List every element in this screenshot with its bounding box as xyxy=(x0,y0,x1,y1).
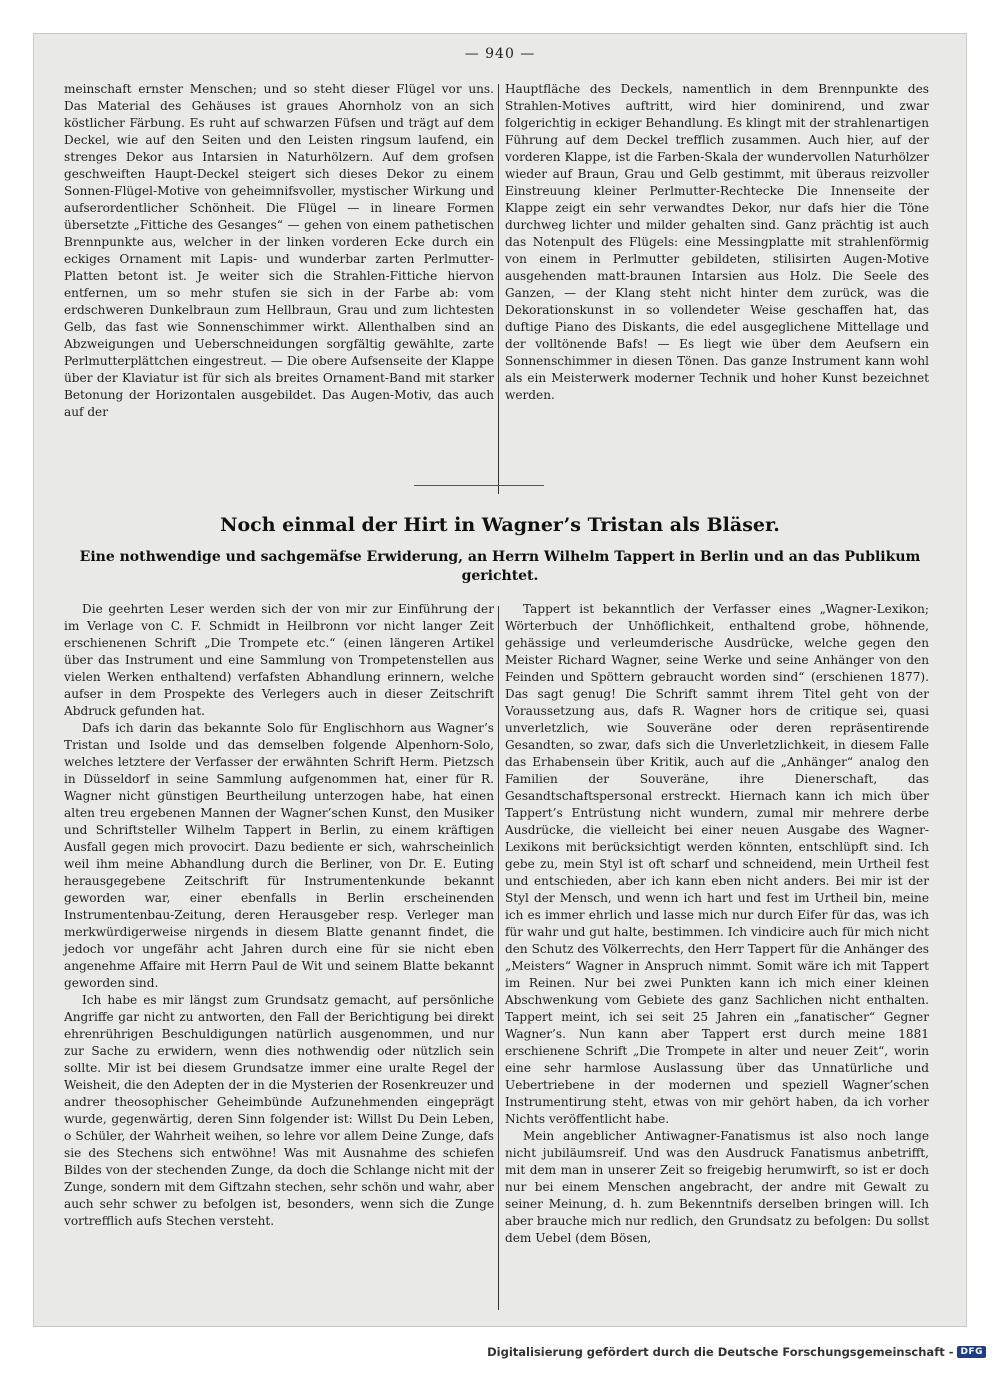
paragraph: Hauptfläche des Deckels, namentlich in dem Brennpunkte des Strahlen-Motives auftritt, wird hier dominirend, und zwar folgerichtig in eckiger Behandlung. Es klingt mit der strahlenartigen Führung auf dem Deckel trefflich zusammen. Auch hier, auf der vorderen Klappe, ist die Farben-Skala der wundervollen Naturhölzer wieder auf Braun, Grau und Gelb gestimmt, mit überaus reizvoller Einstreuung kleiner Perlmutter-Rechtecke Die Innenseite der Klappe zeigt ein sehr verwandtes Dekor, nur dafs hier die Töne durchweg lichter und milder gehalten sind. Ganz prächtig ist auch das Notenpult des Flügels: eine Messingplatte mit strahlenförmig von einem in Perlmutter gebildeten, stilisirten Augen-Motive ausgehenden matt-braunen Intarsien aus Holz. Die Seele des Ganzen, — der Klang steht nicht hinter dem zurück, was die Dekorationskunst in so vollendeter Weise geschaffen hat, das duftige Piano des Diskants, die edel ausgeglichene Mittellage und der volltönende Bafs! — Es liegt wie über dem Aeufsern ein Sonnenschimmer in diesen Tönen. Das ganze Instrument kann wohl als ein Meisterwerk moderner Technik und hoher Kunst bezeichnet werden. xyxy=(505,82,929,402)
credit-text: Digitalisierung gefördert durch die Deutsche Forschungsgemeinschaft - xyxy=(487,1345,954,1359)
column-divider-bottom xyxy=(498,606,499,1310)
top-left-column xyxy=(64,81,494,421)
section-divider xyxy=(414,485,544,486)
paragraph: Dafs ich darin das bekannte Solo für Englischhorn aus Wagner’s Tristan und Isolde und das demselben folgende Alpenhorn-Solo, welches letztere der Verfasser der erwähnten Schrift Herm. Pietzsch in Düsseldorf in seine Sammlung aufgenommen hat, einer für R. Wagner nicht günstigen Beurtheilung unterzogen habe, hat einen alten treu ergebenen Mannen der Wagner’schen Kunst, den Musiker und Schriftsteller Wilhelm Tappert in Berlin, zu einem kräftigen Ausfall gegen mich provocirt. Dazu bediente er sich, wahrscheinlich weil ihm meine Abhandlung durch die Berliner, von Dr. E. Euting herausgegebene Zeitschrift für Instrumentenkunde bekannt geworden war, einer ebenfalls in Berlin erscheinenden Instrumentenbau-Zeitung, deren Herausgeber resp. Verleger man merkwürdigerweise nirgends in diesem Blatte genannt findet, die jedoch vor ungefähr acht Jahren durch eine für sie nicht eben angenehme Affaire mit Herrn Paul de Wit und seinem Blatte bekannt geworden sind. xyxy=(64,721,494,990)
top-right-column xyxy=(505,81,929,404)
bottom-left-column xyxy=(64,601,494,1230)
paragraph: Tappert ist bekanntlich der Verfasser eines „Wagner-Lexikon; Wörterbuch der Unhöflichkeit, enthaltend grobe, höhnende, gehässige und verleumderische Ausdrücke, welche gegen den Meister Richard Wagner, seine Werke und seine Anhänger von den Feinden und Spöttern gebraucht worden sind“ (erschienen 1877). Das sagt genug! Die Schrift sammt ihrem Titel geht von der Voraussetzung aus, dafs R. Wagner hors de critique sei, quasi unverletzlich, wie Souveräne oder deren repräsentirende Gesandten, so zwar, dafs sich die Unverletzlichkeit, in diesem Falle das Erhabensein über Kritik, auch auf die „Anhänger“ analog den Familien der Souveräne, ihre Dienerschaft, das Gesandtschaftspersonal erstreckt. Hiernach kann ich mich über Tappert’s Entrüstung nicht wundern, zumal mir mehrere derbe Ausdrücke, die vielleicht bei einer neuen Ausgabe des Wagner-Lexikons mit berücksichtigt werden könnten, entschlüpft sind. Ich gebe zu, mein Styl ist oft scharf und schneidend, mein Urtheil fest und entschieden, aber ich kann eben nicht anders. Bei mir ist der Styl der Mensch, und wenn ich hart und fest im Urtheil bin, meine ich es immer ehrlich und lasse mich nur durch Eifer für das, was ich für wahr und gut halte, bestimmen. Ich vindicire auch für mich nicht den Schutz des Völkerrechts, den Herr Tappert für die Anhänger des „Meisters“ Wagner in Anspruch nimmt. Somit wäre ich mit Tappert im Reinen. Nur bei zwei Punkten kann ich mich einer kleinen Abschwenkung vom Gebiete des ganz Sachlichen nicht enthalten. Tappert meint, ich sei seit 25 Jahren ein „fanatischer“ Gegner Wagner’s. Nun kann aber Tappert erst durch meine 1881 erschienene Schrift „Die Trompete in alter und neuer Zeit“, worin eine sehr harmlose Auslassung über das Unnatürliche und Uebertriebene in der modernen und speziell Wagner’schen Instrumentirung steht, etwas von mir gehört haben, da ich vorher Nichts veröffentlicht habe. xyxy=(505,602,929,1126)
page-number: — 940 — xyxy=(464,46,536,62)
paragraph: Ich habe es mir längst zum Grundsatz gemacht, auf persönliche Angriffe gar nicht zu antworten, den Fall der Berichtigung bei direkt ehrenrührigen Beschuldigungen natürlich ausgenommen, und nur zur Sache zu erwidern, wenn dies nothwendig oder nützlich sein sollte. Mir ist bei diesem Grundsatze immer eine uralte Regel der Weisheit, die den Adepten der in die Mysterien der Rosenkreuzer und andrer theosophischer Geheimbünde Aufzunehmenden eingeprägt wurde, gegenwärtig, deren Sinn folgender ist: Willst Du Dein Leben, o Schüler, der Wahrheit weihen, so lehre vor allem Deine Zunge, dafs sie des Stechens sich entwöhne! Was mit Ausnahme des schiefen Bildes von der stechenden Zunge, da doch die Schlange nicht mit der Zunge, sondern mit dem Giftzahn stechen, sehr schön und wahr, aber auch sehr schwer zu befolgen ist, besonders, wenn sich die Zunge vortrefflich aufs Stechen versteht. xyxy=(64,993,494,1228)
article-title: Noch einmal der Hirt in Wagner’s Tristan als Bläser. xyxy=(220,514,780,536)
column-divider-top xyxy=(498,84,499,494)
article-subtitle: Eine nothwendige und sachgemäfse Erwiderung, an Herrn Wilhelm Tappert in Berlin und an das Publikum gerichtet. xyxy=(79,549,921,584)
bottom-right-column xyxy=(505,601,929,1247)
dfg-logo-icon: DFG xyxy=(957,1346,986,1358)
scanned-page xyxy=(33,33,967,1327)
paragraph: Die geehrten Leser werden sich der von mir zur Einführung der im Verlage von C. F. Schmidt in Heilbronn vor nicht langer Zeit erschienenen Schrift „Die Trompete etc.“ (einen längeren Artikel über das Instrument und eine Sammlung von Trompetenstellen aus vielen Werken enthaltend) verfafsten Abhandlung erinnern, welche aufser in dem Prospekte des Verlegers auch in dieser Zeitschrift Abdruck gefunden hat. xyxy=(64,602,494,718)
paragraph: Mein angeblicher Antiwagner-Fanatismus ist also noch lange nicht jubiläumsreif. Und was den Ausdruck Fanatismus anbetrifft, mit dem man in unserer Zeit so freigebig herumwirft, so ist er doch nur bei einem Menschen angebracht, der andre mit Gewalt zu seiner Meinung, d. h. zum Bekenntnifs derselben bringen will. Ich aber brauche mich nur redlich, den Grundsatz zu befolgen: Du sollst dem Uebel (dem Bösen, xyxy=(505,1129,929,1245)
paragraph: meinschaft ernster Menschen; und so steht dieser Flügel vor uns. Das Material des Gehäuses ist graues Ahornholz von an sich köstlicher Färbung. Es ruht auf schwarzen Füfsen und trägt auf dem Deckel, wie auf den Seiten und den Leisten ringsum laufend, ein strenges Dekor aus Intarsien in Naturhölzern. Auf dem grofsen geschweiften Haupt-Deckel steigert sich dieses Dekor zu einem Sonnen-Flügel-Motive von geheimnifsvoller, mystischer Wirkung und aufserordentlicher Schönheit. Die Flügel — in lineare Formen übersetzte „Fittiche des Gesanges“ — gehen von einem pathetischen Brennpunkte aus, welcher in der linken vorderen Ecke durch ein eckiges Ornament mit Lapis- und wunderbar zarten Perlmutter-Platten betont ist. Je weiter sich die Strahlen-Fittiche hiervon entfernen, um so mehr stufen sie sich in der Farbe ab: vom erdschweren Dunkelbraun zum Hellbraun, Grau und zum lichtesten Gelb, das fast wie Sonnenschimmer wirkt. Allenthalben sind an Abzweigungen und Ueberschneidungen sorgfältig gewählte, zarte Perlmutterplättchen eingestreut. — Die obere Aufsenseite der Klappe über der Klaviatur ist für sich als breites Ornament-Band mit starker Betonung der Horizontalen ausgebildet. Das Augen-Motiv, das auch auf der xyxy=(64,82,494,419)
digitization-credit xyxy=(487,1345,986,1359)
